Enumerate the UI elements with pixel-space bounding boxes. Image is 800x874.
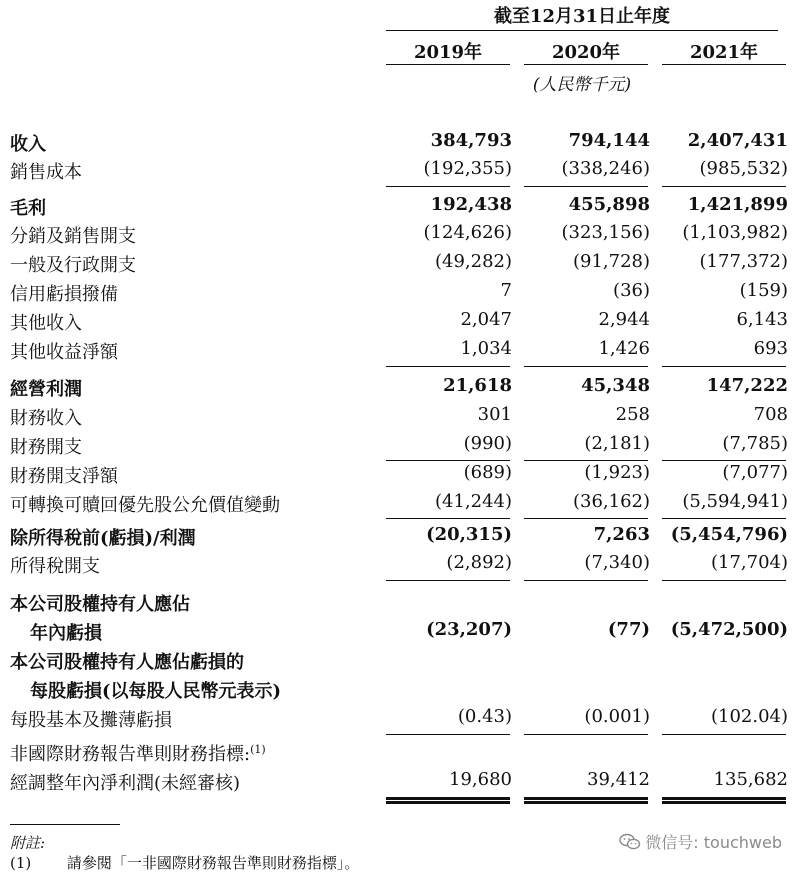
- value-2019: (192,355): [423, 158, 512, 179]
- table-row: [0, 194, 800, 222]
- value-2019: 7: [500, 280, 512, 301]
- footnote-1: [10, 852, 359, 873]
- row-label: 本公司股權持有人應佔: [10, 594, 190, 615]
- value-2021: (102.04): [710, 706, 788, 727]
- value-2019: 192,438: [430, 194, 512, 215]
- subtotal-rule: [524, 460, 648, 461]
- value-2019: 301: [477, 404, 512, 425]
- header-rule: [386, 30, 778, 31]
- watermark-text: 微信号: touchweb: [645, 833, 782, 852]
- subtotal-rule: [524, 518, 648, 519]
- value-2021: (7,077): [722, 462, 788, 483]
- table-row: [0, 552, 800, 580]
- value-2021: (159): [739, 280, 788, 301]
- table-row: [0, 462, 800, 490]
- value-2021: (5,594,941): [682, 491, 788, 512]
- row-label: 經營利潤: [10, 379, 82, 400]
- notes-rule: [10, 824, 120, 825]
- row-label: 經調整年內淨利潤(未經審核): [10, 773, 241, 794]
- value-2020: (338,246): [561, 158, 650, 179]
- row-label: 一般及行政開支: [10, 255, 136, 276]
- total-double-rule: [662, 797, 786, 804]
- subtotal-rule: [386, 366, 510, 367]
- row-label: 毛利: [10, 198, 46, 219]
- subtotal-rule: [662, 518, 786, 519]
- row-label: 除所得稅前(虧損)/利潤: [10, 528, 196, 549]
- subtotal-rule: [386, 734, 510, 735]
- table-row: [0, 740, 800, 768]
- table-row: [0, 404, 800, 432]
- value-2021: (5,454,796): [670, 524, 788, 545]
- value-2019: 21,618: [443, 375, 512, 396]
- value-2021: (17,704): [710, 552, 788, 573]
- value-2020: 39,412: [587, 769, 650, 790]
- value-2019: (0.43): [457, 706, 512, 727]
- wechat-icon: [619, 833, 641, 851]
- table-row: [0, 309, 800, 337]
- value-2020: (7,340): [584, 552, 650, 573]
- value-2020: (323,156): [561, 222, 650, 243]
- year-2020-header: 2020年: [551, 42, 621, 63]
- row-label: 分銷及銷售開支: [10, 226, 136, 247]
- notes-heading: 附註:: [10, 834, 46, 852]
- subtotal-rule: [386, 186, 510, 187]
- subtotal-rule: [662, 580, 786, 581]
- value-2019: 1,034: [460, 338, 512, 359]
- table-row: [0, 769, 800, 797]
- table-row: [0, 222, 800, 250]
- table-row: [0, 280, 800, 308]
- table-row: [0, 491, 800, 519]
- footnote-ref: (1): [250, 743, 266, 756]
- subtotal-rule: [662, 366, 786, 367]
- value-2020: (91,728): [572, 251, 650, 272]
- row-label: 財務開支: [10, 437, 82, 458]
- subtotal-rule: [662, 734, 786, 735]
- subtotal-rule: [386, 460, 510, 461]
- value-2021: (1,103,982): [682, 222, 788, 243]
- table-row: [0, 251, 800, 279]
- table-row: [0, 338, 800, 366]
- subtotal-rule: [524, 366, 648, 367]
- table-row: [0, 433, 800, 461]
- row-label: 銷售成本: [10, 162, 82, 183]
- table-row: [0, 648, 800, 676]
- row-label: 信用虧損撥備: [10, 284, 118, 305]
- row-label: 每股虧損(以每股人民幣元表示): [30, 681, 282, 702]
- table-row: [0, 619, 800, 647]
- value-2020: (77): [607, 619, 650, 640]
- value-2021: 693: [753, 338, 788, 359]
- value-2019: (2,892): [446, 552, 512, 573]
- table-row: [0, 375, 800, 403]
- value-2020: (1,923): [584, 462, 650, 483]
- value-2021: 6,143: [736, 309, 788, 330]
- value-2020: (2,181): [584, 433, 650, 454]
- value-2019: (124,626): [423, 222, 512, 243]
- row-label: 財務收入: [10, 408, 82, 429]
- subtotal-rule: [524, 580, 648, 581]
- value-2020: 2,944: [598, 309, 650, 330]
- value-2019: (41,244): [434, 491, 512, 512]
- footnote-text: 請參閱「一非國際財務報告準則財務指標」。: [66, 854, 360, 872]
- period-header: 截至12月31日止年度: [493, 6, 671, 27]
- value-2021: 147,222: [706, 375, 788, 396]
- row-label: [10, 740, 266, 766]
- value-2021: 2,407,431: [687, 130, 788, 151]
- value-2019: (20,315): [426, 524, 512, 545]
- year-2019-header: 2019年: [413, 42, 483, 63]
- value-2019: (49,282): [434, 251, 512, 272]
- watermark: [619, 830, 782, 853]
- table-row: [0, 524, 800, 552]
- value-2020: 45,348: [581, 375, 650, 396]
- value-2019: (689): [463, 462, 512, 483]
- value-2021: (985,532): [699, 158, 788, 179]
- row-label: 其他收入: [10, 313, 82, 334]
- total-double-rule: [524, 797, 648, 804]
- subtotal-rule: [524, 186, 648, 187]
- value-2020: (36,162): [572, 491, 650, 512]
- value-2021: 708: [753, 404, 788, 425]
- row-label: 可轉換可贖回優先股公允價值變動: [10, 495, 280, 516]
- value-2020: 7,263: [593, 524, 650, 545]
- table-row: [0, 706, 800, 734]
- value-2020: 258: [615, 404, 650, 425]
- value-2021: 1,421,899: [687, 194, 788, 215]
- value-2020: (0.001): [584, 706, 650, 727]
- year-rule: [662, 64, 786, 65]
- value-2020: 455,898: [568, 194, 650, 215]
- table-row: [0, 158, 800, 186]
- value-2021: 135,682: [713, 769, 788, 790]
- row-label-text: 非國際財務報告準則財務指標:: [10, 744, 251, 765]
- value-2020: 794,144: [568, 130, 650, 151]
- row-label: 本公司股權持有人應佔虧損的: [10, 652, 244, 673]
- row-label: 其他收益淨額: [10, 342, 118, 363]
- subtotal-rule: [662, 186, 786, 187]
- table-row: [0, 130, 800, 158]
- subtotal-rule: [662, 460, 786, 461]
- year-rule: [524, 64, 648, 65]
- total-double-rule: [386, 797, 510, 804]
- value-2019: 19,680: [449, 769, 512, 790]
- value-2021: (7,785): [722, 433, 788, 454]
- table-row: [0, 590, 800, 618]
- subtotal-rule: [386, 580, 510, 581]
- row-label: 每股基本及攤薄虧損: [10, 710, 172, 731]
- subtotal-rule: [524, 734, 648, 735]
- row-label: 收入: [10, 134, 46, 155]
- value-2019: 2,047: [460, 309, 512, 330]
- unit-label: (人民幣千元): [532, 75, 632, 95]
- footnote-number: (1): [10, 854, 32, 872]
- row-label: 年內虧損: [30, 623, 102, 644]
- value-2019: (23,207): [426, 619, 512, 640]
- row-label: 財務開支淨額: [10, 466, 118, 487]
- value-2019: (990): [463, 433, 512, 454]
- subtotal-rule: [386, 518, 510, 519]
- value-2021: (5,472,500): [670, 619, 788, 640]
- year-2021-header: 2021年: [689, 42, 759, 63]
- row-label: 所得稅開支: [10, 556, 100, 577]
- value-2021: (177,372): [699, 251, 788, 272]
- value-2020: 1,426: [598, 338, 650, 359]
- value-2019: 384,793: [430, 130, 512, 151]
- year-rule: [386, 64, 510, 65]
- value-2020: (36): [613, 280, 650, 301]
- table-row: [0, 677, 800, 705]
